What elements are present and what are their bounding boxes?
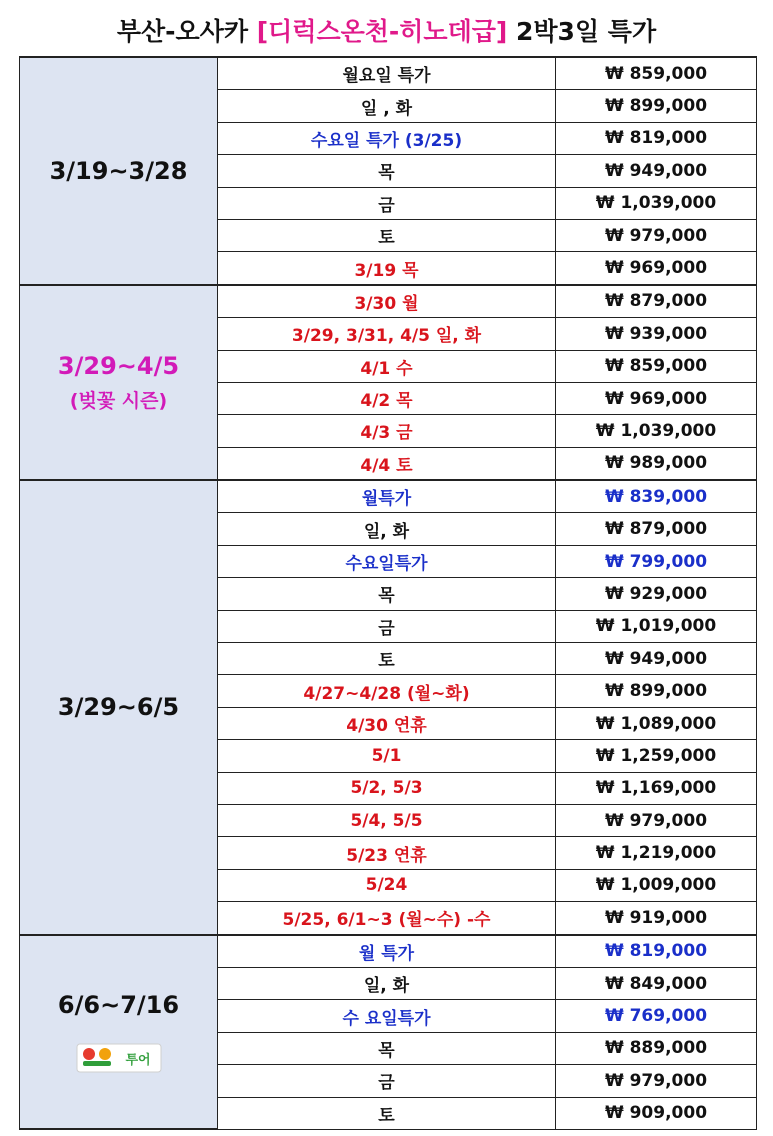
yuyu-tour-logo bbox=[76, 1043, 162, 1073]
price-value: ₩ 819,000 bbox=[556, 122, 757, 154]
table-row bbox=[20, 285, 757, 318]
day-label: 5/1 bbox=[218, 740, 556, 772]
day-label: 4/27~4/28 (월~화) bbox=[218, 675, 556, 707]
price-value: ₩ 979,000 bbox=[556, 219, 757, 251]
price-value: ₩ 909,000 bbox=[556, 1097, 757, 1129]
day-label: 4/30 연휴 bbox=[218, 707, 556, 739]
price-value: ₩ 919,000 bbox=[556, 902, 757, 935]
period-label: 3/29~6/5 bbox=[57, 693, 180, 722]
period-label: 3/19~3/28 bbox=[49, 156, 188, 185]
price-value: ₩ 1,089,000 bbox=[556, 707, 757, 739]
price-value: ₩ 889,000 bbox=[556, 1032, 757, 1064]
day-label: 수요일특가 bbox=[218, 545, 556, 577]
day-label: 3/29, 3/31, 4/5 일, 화 bbox=[218, 318, 556, 350]
svg-text:투어: 투어 bbox=[124, 1052, 151, 1068]
price-value: ₩ 969,000 bbox=[556, 382, 757, 414]
title-prefix: 부산-오사카 bbox=[116, 17, 257, 46]
day-label: 3/30 월 bbox=[218, 285, 556, 318]
price-value: ₩ 879,000 bbox=[556, 285, 757, 318]
day-label: 5/2, 5/3 bbox=[218, 772, 556, 804]
day-label: 5/25, 6/1~3 (월~수) -수 bbox=[218, 902, 556, 935]
day-label: 4/2 목 bbox=[218, 382, 556, 414]
page-title bbox=[0, 12, 773, 48]
price-value: ₩ 859,000 bbox=[556, 57, 757, 90]
period-cell bbox=[20, 480, 218, 934]
price-value: ₩ 899,000 bbox=[556, 90, 757, 122]
period-cell bbox=[20, 935, 218, 1130]
day-label: 4/4 토 bbox=[218, 447, 556, 480]
price-value: ₩ 899,000 bbox=[556, 675, 757, 707]
title-suffix: 2박3일 특가 bbox=[507, 17, 657, 46]
price-value: ₩ 939,000 bbox=[556, 318, 757, 350]
table-row bbox=[20, 480, 757, 513]
price-value: ₩ 839,000 bbox=[556, 480, 757, 513]
day-label: 5/4, 5/5 bbox=[218, 804, 556, 836]
day-label: 월특가 bbox=[218, 480, 556, 513]
price-value: ₩ 949,000 bbox=[556, 155, 757, 187]
day-label: 토 bbox=[218, 1097, 556, 1129]
day-label: 금 bbox=[218, 187, 556, 219]
day-label: 목 bbox=[218, 155, 556, 187]
day-label: 월요일 특가 bbox=[218, 57, 556, 90]
day-label: 일, 화 bbox=[218, 513, 556, 545]
day-label: 토 bbox=[218, 643, 556, 675]
title-highlight: [디럭스온천-히노데급] bbox=[256, 17, 508, 46]
price-value: ₩ 1,219,000 bbox=[556, 837, 757, 869]
day-label: 토 bbox=[218, 219, 556, 251]
price-value: ₩ 989,000 bbox=[556, 447, 757, 480]
day-label: 일 , 화 bbox=[218, 90, 556, 122]
price-table bbox=[19, 56, 757, 1130]
period-cell bbox=[20, 57, 218, 285]
price-value: ₩ 929,000 bbox=[556, 578, 757, 610]
day-label: 5/23 연휴 bbox=[218, 837, 556, 869]
price-value: ₩ 969,000 bbox=[556, 252, 757, 285]
price-value: ₩ 859,000 bbox=[556, 350, 757, 382]
day-label: 금 bbox=[218, 1065, 556, 1097]
price-value: ₩ 879,000 bbox=[556, 513, 757, 545]
day-label: 3/19 목 bbox=[218, 252, 556, 285]
price-value: ₩ 979,000 bbox=[556, 1065, 757, 1097]
day-label: 목 bbox=[218, 578, 556, 610]
day-label: 수요일 특가 (3/25) bbox=[218, 122, 556, 154]
day-label: 금 bbox=[218, 610, 556, 642]
day-label: 목 bbox=[218, 1032, 556, 1064]
price-value: ₩ 1,259,000 bbox=[556, 740, 757, 772]
day-label: 월 특가 bbox=[218, 935, 556, 968]
price-value: ₩ 1,039,000 bbox=[556, 415, 757, 447]
price-value: ₩ 1,039,000 bbox=[556, 187, 757, 219]
price-value: ₩ 949,000 bbox=[556, 643, 757, 675]
price-value: ₩ 1,009,000 bbox=[556, 869, 757, 901]
price-value: ₩ 849,000 bbox=[556, 967, 757, 999]
day-label: 수 요일특가 bbox=[218, 1000, 556, 1032]
period-label: 6/6~7/16 bbox=[57, 990, 180, 1019]
table-row bbox=[20, 935, 757, 968]
day-label: 일, 화 bbox=[218, 967, 556, 999]
price-value: ₩ 1,169,000 bbox=[556, 772, 757, 804]
price-value: ₩ 769,000 bbox=[556, 1000, 757, 1032]
price-value: ₩ 819,000 bbox=[556, 935, 757, 968]
period-label: 3/29~4/5 bbox=[57, 351, 180, 380]
price-value: ₩ 1,019,000 bbox=[556, 610, 757, 642]
day-label: 4/1 수 bbox=[218, 350, 556, 382]
price-table-body bbox=[20, 57, 757, 1129]
table-row bbox=[20, 57, 757, 90]
period-cell bbox=[20, 285, 218, 480]
day-label: 4/3 금 bbox=[218, 415, 556, 447]
day-label: 5/24 bbox=[218, 869, 556, 901]
period-sublabel: (벚꽃 시즌) bbox=[69, 389, 168, 412]
price-value: ₩ 799,000 bbox=[556, 545, 757, 577]
price-value: ₩ 979,000 bbox=[556, 804, 757, 836]
